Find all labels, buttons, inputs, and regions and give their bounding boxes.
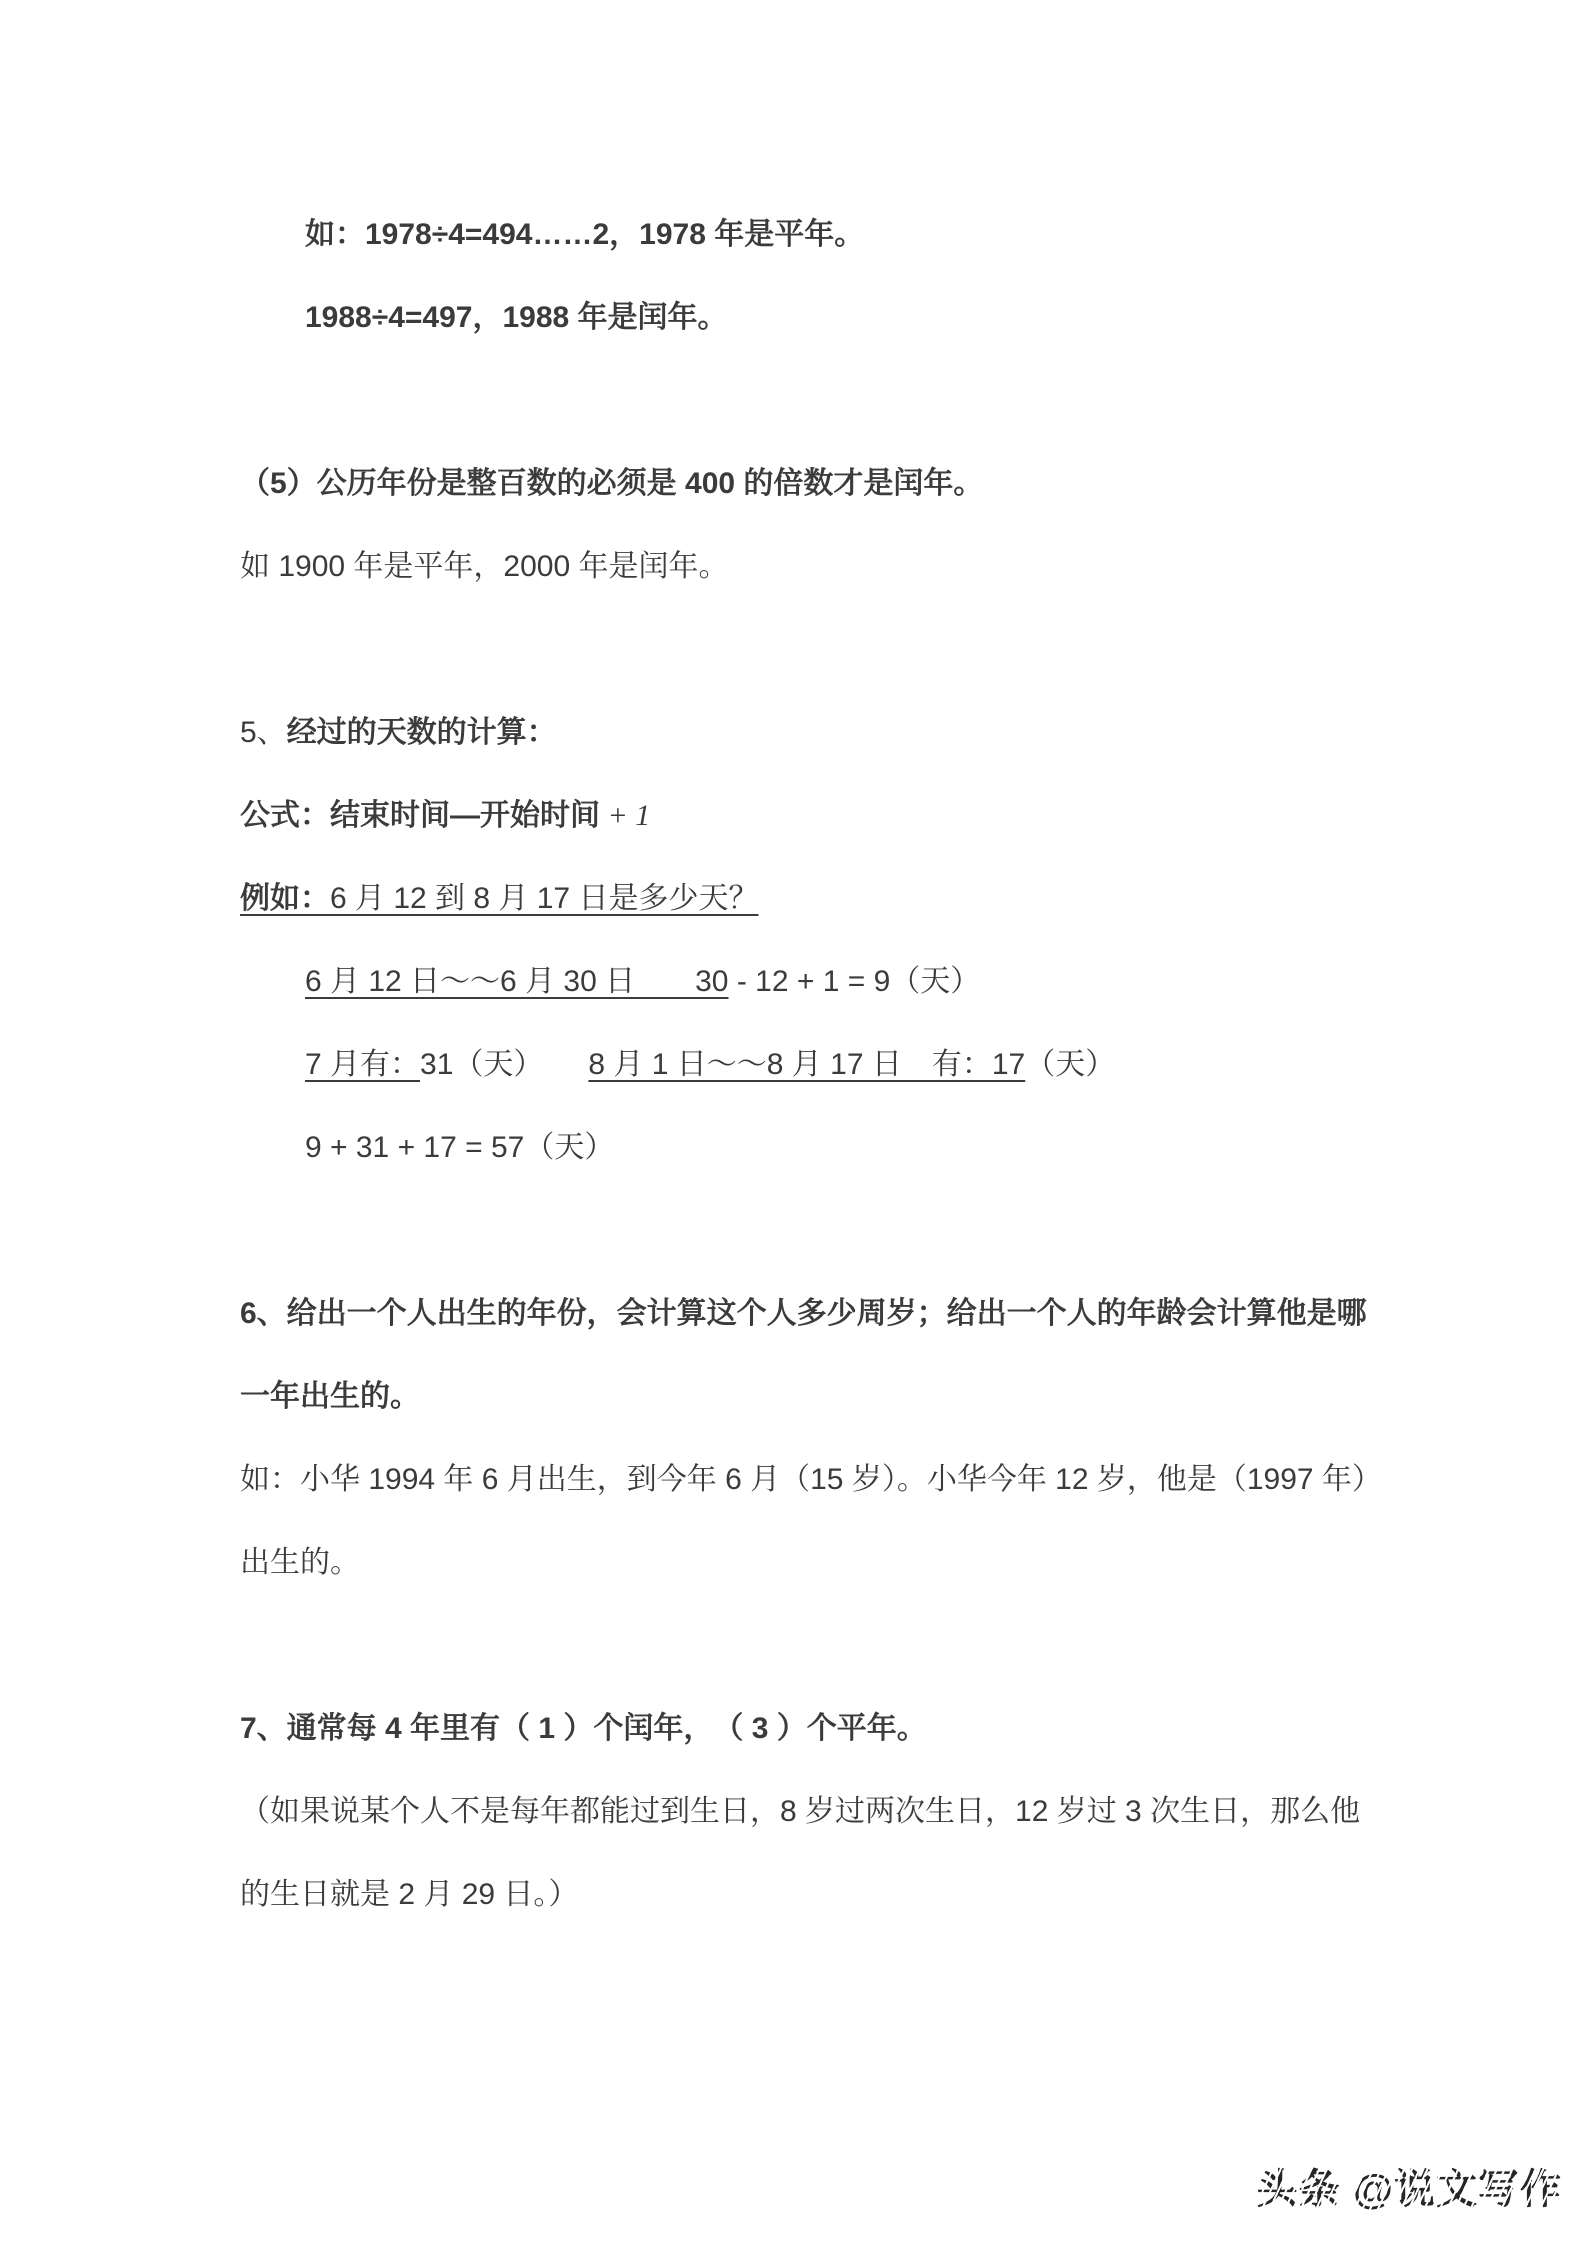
paragraph-gap	[240, 608, 1450, 691]
text-segment: 一年出生的。	[240, 1380, 420, 1413]
text-segment: 例如：	[240, 882, 330, 915]
text-line	[240, 1438, 1450, 1521]
text-segment: 出生的。	[240, 1546, 360, 1579]
text-line	[240, 1853, 1450, 1936]
text-segment: 5、	[240, 716, 287, 749]
text-segment: 8 月 1 日～～8 月 17 日 有：17	[588, 1048, 1026, 1081]
paragraph-gap	[240, 359, 1450, 442]
text-segment: 7 月有：	[305, 1048, 421, 1081]
text-line	[240, 1106, 1450, 1189]
text-segment: + 1	[600, 799, 651, 832]
text-segment: 如：小华 1994 年 6 月出生，到今年 6 月（15 岁）。小华今年 12 岁，他是（1997 年）	[240, 1463, 1382, 1496]
text-segment: 7、通常每 4 年里有（ 1 ）个闰年， （ 3 ）个平年。	[240, 1712, 927, 1745]
text-segment: 1988÷4=497，1988 年是闰年。	[305, 301, 728, 334]
document-body	[240, 193, 1450, 1936]
text-line	[240, 1521, 1450, 1604]
text-line	[240, 1687, 1450, 1770]
text-line	[240, 1355, 1450, 1438]
text-segment: （天）	[1025, 1048, 1116, 1081]
text-segment: 的生日就是 2 月 29 日。）	[240, 1878, 579, 1911]
text-line	[240, 940, 1450, 1023]
text-segment: - 12 + 1 = 9（天）	[728, 965, 981, 998]
text-segment: 31（天）	[420, 1048, 589, 1081]
text-segment: 9 + 31 + 17 = 57（天）	[305, 1131, 615, 1164]
watermark: 头条 @说文写作	[1257, 2156, 1562, 2215]
text-segment: 经过的天数的计算：	[286, 716, 557, 749]
paragraph-gap	[240, 1604, 1450, 1687]
text-segment: 6 月 12 到 8 月 17 日是多少天？	[330, 882, 759, 915]
text-segment: 如：1978÷4=494……2，1978 年是平年。	[305, 218, 865, 251]
text-line	[240, 276, 1450, 359]
text-segment: 如 1900 年是平年，2000 年是闰年。	[240, 550, 729, 583]
text-line	[240, 1272, 1450, 1355]
text-segment: 6、给出一个人出生的年份，会计算这个人多少周岁；给出一个人的年龄会计算他是哪	[240, 1297, 1367, 1330]
text-segment: （5）公历年份是整百数的必须是 400 的倍数才是闰年。	[240, 467, 984, 500]
paragraph-gap	[240, 1189, 1450, 1272]
text-line	[240, 525, 1450, 608]
text-line	[240, 193, 1450, 276]
text-line	[240, 1023, 1450, 1106]
text-line	[240, 691, 1450, 774]
text-segment: 6 月 12 日～～6 月 30 日 30	[305, 965, 729, 998]
text-line	[240, 1770, 1450, 1853]
text-segment: （如果说某个人不是每年都能过到生日，8 岁过两次生日，12 岁过 3 次生日，那么他	[240, 1795, 1361, 1828]
text-line	[240, 857, 1450, 940]
text-line	[240, 774, 1450, 857]
text-line	[240, 442, 1450, 525]
text-segment: 公式：结束时间—开始时间	[240, 799, 600, 832]
